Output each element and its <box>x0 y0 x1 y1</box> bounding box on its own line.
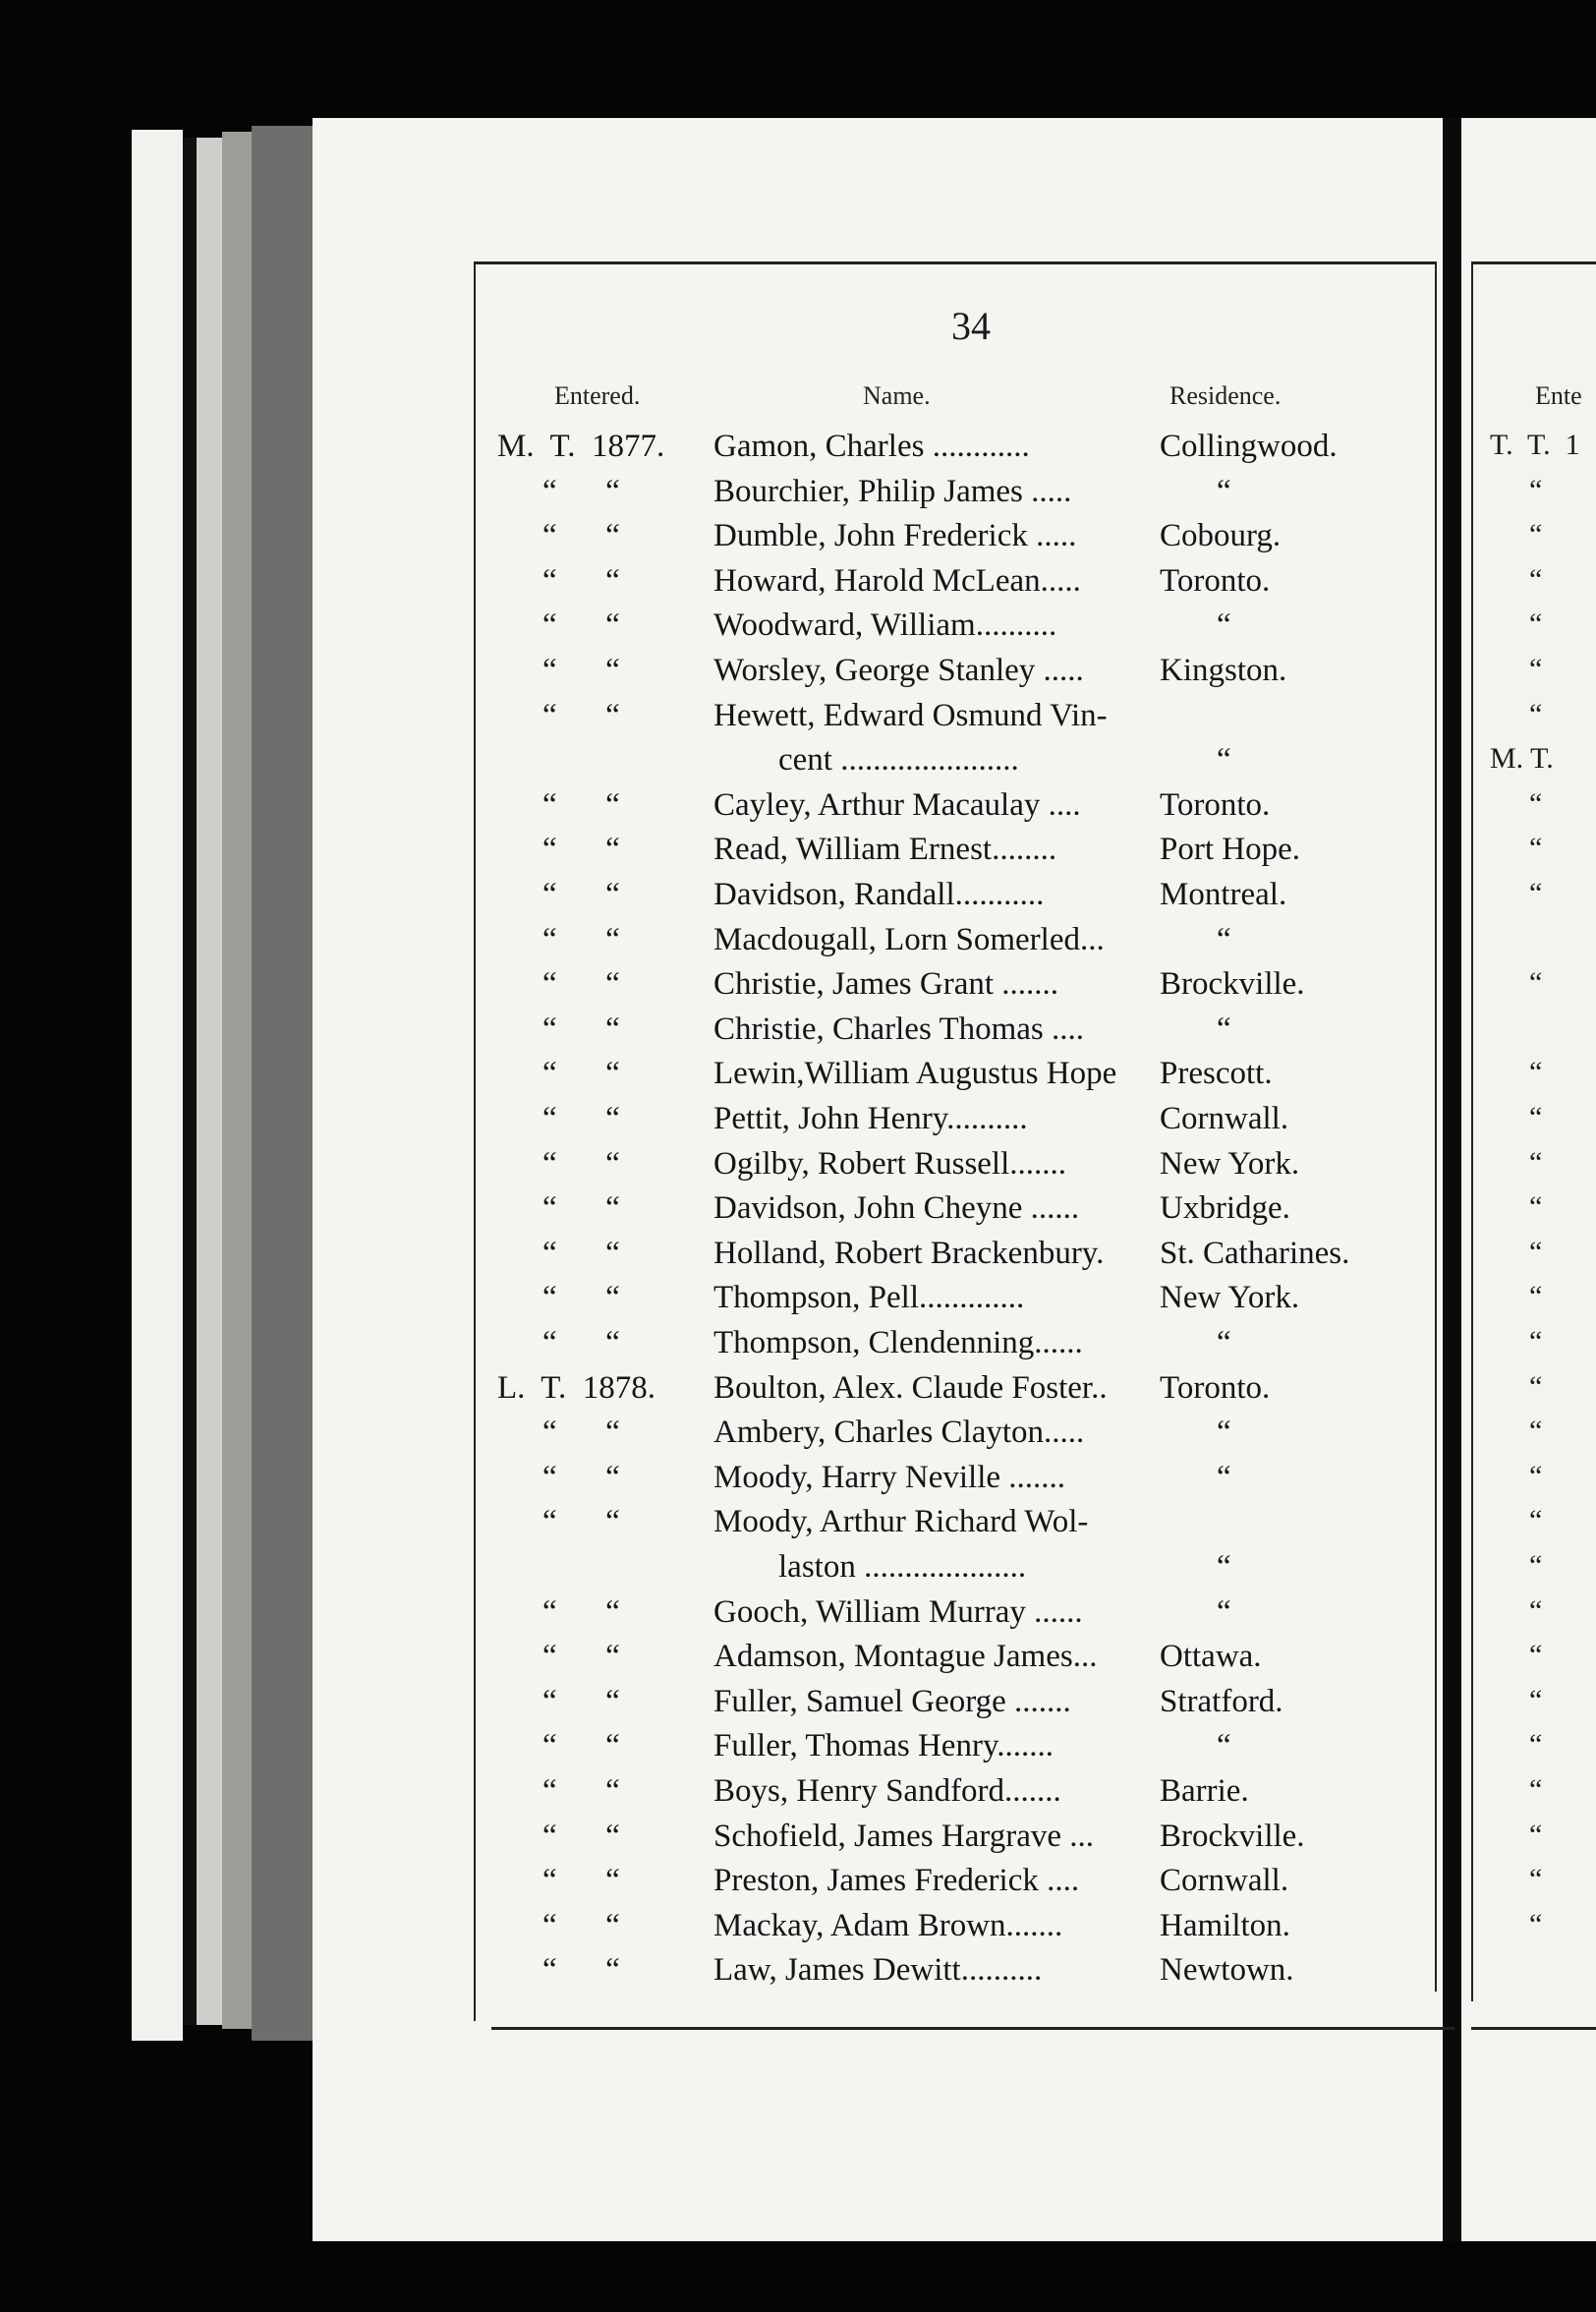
table-row <box>0 1863 1437 1907</box>
residence-cell: Toronto. <box>1160 1370 1271 1406</box>
entered-cell: “ “ <box>542 832 620 867</box>
name-cell: cent ...................... <box>713 742 1019 778</box>
table-row <box>0 1415 1437 1459</box>
entered-cell: “ “ <box>542 1460 620 1495</box>
adjacent-entry: “ <box>1529 1863 1543 1895</box>
residence-cell: St. Catharines. <box>1160 1236 1350 1271</box>
name-cell: Boys, Henry Sandford....... <box>713 1773 1061 1809</box>
header-name: Name. <box>863 381 931 410</box>
residence-cell: “ <box>1217 1549 1231 1585</box>
adjacent-entry: “ <box>1529 1819 1543 1851</box>
name-cell: Thompson, Clendenning...... <box>713 1325 1083 1360</box>
name-cell: Mackay, Adam Brown....... <box>713 1908 1063 1943</box>
residence-cell: Kingston. <box>1160 653 1287 688</box>
name-cell: Read, William Ernest........ <box>713 832 1057 867</box>
table-row <box>0 607 1437 652</box>
table-row <box>0 1728 1437 1772</box>
name-cell: Woodward, William.......... <box>713 607 1057 643</box>
name-cell: Gamon, Charles ............ <box>713 429 1030 464</box>
top-rule <box>474 261 1435 264</box>
adjacent-entry: “ <box>1529 1146 1543 1179</box>
entered-cell: “ “ <box>542 563 620 599</box>
table-row <box>0 1684 1437 1728</box>
name-cell: Dumble, John Frederick ..... <box>713 518 1077 553</box>
entered-cell: “ “ <box>542 1639 620 1674</box>
entered-cell: “ “ <box>542 607 620 643</box>
residence-cell: “ <box>1217 607 1231 643</box>
name-cell: laston .................... <box>713 1549 1027 1585</box>
entered-cell: L. T. 1878. <box>497 1370 656 1406</box>
adjacent-entry: “ <box>1529 1728 1543 1761</box>
name-cell: Cayley, Arthur Macaulay .... <box>713 787 1081 823</box>
adjacent-entry: “ <box>1529 787 1543 820</box>
adjacent-entry: “ <box>1529 1056 1543 1088</box>
entered-cell: “ “ <box>542 1012 620 1047</box>
adjacent-entry: “ <box>1529 653 1543 685</box>
adjacent-entry: “ <box>1529 1415 1543 1447</box>
residence-cell: Toronto. <box>1160 563 1271 599</box>
residence-cell: Port Hope. <box>1160 832 1300 867</box>
entered-cell: “ “ <box>542 1236 620 1271</box>
residence-cell: “ <box>1217 922 1231 957</box>
adjacent-entry: “ <box>1529 1549 1543 1582</box>
entered-cell: “ “ <box>542 1594 620 1630</box>
adjacent-entry: “ <box>1529 1190 1543 1223</box>
table-row <box>0 518 1437 562</box>
name-cell: Ambery, Charles Clayton..... <box>713 1415 1085 1450</box>
table-row <box>0 877 1437 921</box>
entered-cell: “ “ <box>542 518 620 553</box>
adjacent-entry: “ <box>1529 518 1543 550</box>
table-row <box>0 1908 1437 1952</box>
adjacent-entry: “ <box>1529 1639 1543 1671</box>
entered-cell: “ “ <box>542 1728 620 1763</box>
table-row <box>0 922 1437 966</box>
residence-cell: New York. <box>1160 1280 1300 1315</box>
name-cell: Worsley, George Stanley ..... <box>713 653 1084 688</box>
adjacent-entry: “ <box>1529 1101 1543 1133</box>
name-cell: Fuller, Thomas Henry....... <box>713 1728 1054 1763</box>
name-cell: Schofield, James Hargrave ... <box>713 1819 1095 1854</box>
residence-cell: “ <box>1217 474 1231 509</box>
adjacent-entry: T. T. 1 <box>1490 429 1580 461</box>
entered-cell: “ “ <box>542 1908 620 1943</box>
entered-cell: “ “ <box>542 1190 620 1226</box>
residence-cell: “ <box>1217 1594 1231 1630</box>
table-row <box>0 1190 1437 1235</box>
table-row <box>0 1594 1437 1639</box>
residence-cell: Prescott. <box>1160 1056 1273 1091</box>
name-cell: Moody, Arthur Richard Wol- <box>713 1504 1089 1539</box>
name-cell: Ogilby, Robert Russell....... <box>713 1146 1067 1182</box>
adjacent-entry: “ <box>1529 877 1543 909</box>
adjacent-entry: “ <box>1529 1370 1543 1403</box>
residence-cell: Ottawa. <box>1160 1639 1262 1674</box>
entered-cell: “ “ <box>542 966 620 1002</box>
table-row <box>0 1504 1437 1548</box>
adjacent-entry: “ <box>1529 1460 1543 1492</box>
entered-cell: “ “ <box>542 1684 620 1719</box>
adjacent-entry: “ <box>1529 563 1543 596</box>
entered-cell: “ “ <box>542 1415 620 1450</box>
residence-cell: Uxbridge. <box>1160 1190 1290 1226</box>
table-row <box>0 1325 1437 1369</box>
name-cell: Christie, James Grant ....... <box>713 966 1059 1002</box>
table-row <box>0 1819 1437 1863</box>
residence-cell: “ <box>1217 1325 1231 1360</box>
name-cell: Hewett, Edward Osmund Vin- <box>713 698 1108 733</box>
adjacent-left-rule <box>1471 261 1473 2001</box>
table-row <box>0 1639 1437 1683</box>
bottom-rule <box>491 2027 1454 2030</box>
residence-cell: Toronto. <box>1160 787 1271 823</box>
adjacent-entry: “ <box>1529 1325 1543 1358</box>
residence-cell: Stratford. <box>1160 1684 1283 1719</box>
table-row <box>0 474 1437 518</box>
entered-cell: “ “ <box>542 922 620 957</box>
adjacent-entry: “ <box>1529 1684 1543 1716</box>
residence-cell: New York. <box>1160 1146 1300 1182</box>
residence-cell: Cornwall. <box>1160 1863 1289 1898</box>
entered-cell: “ “ <box>542 1819 620 1854</box>
table-row <box>0 1460 1437 1504</box>
name-cell: Adamson, Montague James... <box>713 1639 1098 1674</box>
adjacent-entry: “ <box>1529 607 1543 640</box>
adjacent-entry: M. T. <box>1490 742 1554 775</box>
residence-cell: “ <box>1217 1415 1231 1450</box>
table-row <box>0 1370 1437 1415</box>
adjacent-top-rule <box>1471 261 1596 264</box>
name-cell: Pettit, John Henry.......... <box>713 1101 1028 1136</box>
header-residence: Residence. <box>1169 381 1282 410</box>
entered-cell: “ “ <box>542 877 620 912</box>
table-row <box>0 698 1437 742</box>
name-cell: Fuller, Samuel George ....... <box>713 1684 1071 1719</box>
residence-cell: “ <box>1217 1728 1231 1763</box>
name-cell: Macdougall, Lorn Somerled... <box>713 922 1105 957</box>
page-number: 34 <box>951 304 991 348</box>
table-row <box>0 1056 1437 1100</box>
entered-cell: “ “ <box>542 1504 620 1539</box>
header-entered: Entered. <box>554 381 641 410</box>
table-row <box>0 1280 1437 1324</box>
name-cell: Holland, Robert Brackenbury. <box>713 1236 1105 1271</box>
adjacent-bottom-rule <box>1471 2027 1596 2030</box>
table-row <box>0 966 1437 1011</box>
entered-cell: “ “ <box>542 1325 620 1360</box>
table-row <box>0 1236 1437 1280</box>
adjacent-entry: “ <box>1529 1280 1543 1312</box>
residence-cell: Brockville. <box>1160 966 1305 1002</box>
entered-cell: “ “ <box>542 1863 620 1898</box>
adjacent-entry: “ <box>1529 698 1543 730</box>
table-row <box>0 742 1437 786</box>
residence-cell: Cobourg. <box>1160 518 1282 553</box>
table-row <box>0 429 1437 473</box>
adjacent-entry: “ <box>1529 1594 1543 1627</box>
residence-cell: Collingwood. <box>1160 429 1338 464</box>
residence-cell: Barrie. <box>1160 1773 1249 1809</box>
table-row <box>0 1549 1437 1593</box>
residence-cell: Brockville. <box>1160 1819 1305 1854</box>
adjacent-entry: “ <box>1529 966 1543 999</box>
adjacent-entry: “ <box>1529 1236 1543 1268</box>
residence-cell: Hamilton. <box>1160 1908 1290 1943</box>
name-cell: Law, James Dewitt.......... <box>713 1952 1043 1988</box>
table-row <box>0 653 1437 697</box>
adjacent-entry: “ <box>1529 832 1543 864</box>
name-cell: Davidson, John Cheyne ...... <box>713 1190 1080 1226</box>
table-row <box>0 787 1437 832</box>
table-row <box>0 1146 1437 1190</box>
entered-cell: “ “ <box>542 1952 620 1988</box>
name-cell: Thompson, Pell............. <box>713 1280 1025 1315</box>
table-row <box>0 1773 1437 1818</box>
table-row <box>0 1012 1437 1056</box>
adjacent-entry: “ <box>1529 1773 1543 1806</box>
name-cell: Bourchier, Philip James ..... <box>713 474 1072 509</box>
adjacent-entry: “ <box>1529 474 1543 506</box>
residence-cell: Newtown. <box>1160 1952 1294 1988</box>
residence-cell: “ <box>1217 1460 1231 1495</box>
name-cell: Moody, Harry Neville ....... <box>713 1460 1066 1495</box>
name-cell: Davidson, Randall........... <box>713 877 1045 912</box>
residence-cell: “ <box>1217 742 1231 778</box>
entered-cell: “ “ <box>542 787 620 823</box>
entered-cell: M. T. 1877. <box>497 429 665 464</box>
residence-cell: Cornwall. <box>1160 1101 1289 1136</box>
name-cell: Gooch, William Murray ...... <box>713 1594 1083 1630</box>
table-row <box>0 832 1437 876</box>
name-cell: Christie, Charles Thomas .... <box>713 1012 1085 1047</box>
entered-cell: “ “ <box>542 653 620 688</box>
entered-cell: “ “ <box>542 1146 620 1182</box>
adjacent-header: Ente <box>1535 381 1582 410</box>
name-cell: Lewin,William Augustus Hope <box>713 1056 1117 1091</box>
name-cell: Howard, Harold McLean..... <box>713 563 1081 599</box>
entered-cell: “ “ <box>542 698 620 733</box>
adjacent-entry: “ <box>1529 1504 1543 1536</box>
name-cell: Boulton, Alex. Claude Foster.. <box>713 1370 1108 1406</box>
entered-cell: “ “ <box>542 1773 620 1809</box>
entered-cell: “ “ <box>542 474 620 509</box>
table-row <box>0 1101 1437 1145</box>
residence-cell: “ <box>1217 1012 1231 1047</box>
name-cell: Preston, James Frederick .... <box>713 1863 1080 1898</box>
entered-cell: “ “ <box>542 1056 620 1091</box>
entered-cell: “ “ <box>542 1101 620 1136</box>
entered-cell: “ “ <box>542 1280 620 1315</box>
adjacent-entry: “ <box>1529 1908 1543 1940</box>
residence-cell: Montreal. <box>1160 877 1287 912</box>
table-row <box>0 1952 1437 1996</box>
table-row <box>0 563 1437 607</box>
